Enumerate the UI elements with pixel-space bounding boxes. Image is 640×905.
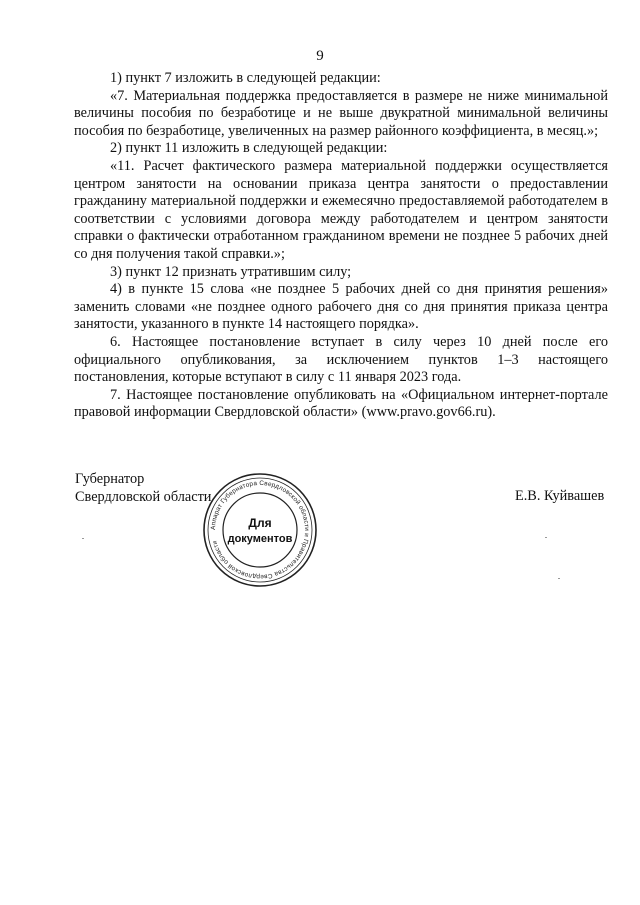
paragraph: 7. Настоящее постановление опубликовать на «Официальном интернет-портале правовой информации Свердловской области» (www.pravo.gov66.ru).: [74, 386, 608, 421]
seal-center-line1: Для: [248, 516, 272, 530]
scan-speck: [545, 537, 547, 538]
official-seal: [200, 470, 320, 590]
paragraph: 2) пункт 11 изложить в следующей редакции:: [110, 140, 388, 157]
seal-center-line2: документов: [227, 533, 293, 545]
paragraph: «7. Материальная поддержка предоставляется в размере не ниже минимальной величины пособия по безработице и не выше двукратной минимальной величины пособия по безработице, увеличенных на размер районного коэффициента, в месяц.»;: [74, 87, 608, 139]
paragraph: 3) пункт 12 признать утратившим силу;: [110, 263, 352, 280]
signatory-position-line2: Свердловской области: [75, 489, 212, 505]
paragraph: 4) в пункте 15 слова «не позднее 5 рабочих дней со дня принятия решения» заменить словами «не позднее одного рабочего дня со дня принятия приказа центра занятости, указанного в пункте 14 настоящего порядка».: [74, 281, 608, 333]
signatory-name: Е.В. Куйвашев: [515, 488, 605, 504]
document-body: [74, 70, 608, 422]
paragraph: 1) пункт 7 изложить в следующей редакции:: [110, 70, 381, 86]
scan-speck: [558, 578, 560, 579]
paragraph: 6. Настоящее постановление вступает в силу через 10 дней после его официального опубликования, за исключением пунктов 1–3 настоящего постановления, которые вступают в силу с 11 января 2023 года.: [74, 333, 608, 386]
signatory-position-line1: Губернатор: [75, 471, 145, 487]
page-number: 9: [316, 48, 324, 64]
signatory-position: [75, 470, 211, 506]
seal-ring-text: Аппарат Губернатора Свердловской области и Правительства Свердловской области: [209, 479, 311, 581]
paragraph: «11. Расчет фактического размера материальной поддержки осуществляется центром занятости на основании приказа центра занятости о предоставлении гражданину материальной поддержки и ежемесячно предоставляемой работодателем в соответствии с условиями договора между работодателем и центром занятости справки о фактически отработанном гражданином времени не позднее 5 рабочих дней со дня получения такой справки.»;: [74, 157, 608, 262]
scan-speck: [82, 538, 84, 539]
